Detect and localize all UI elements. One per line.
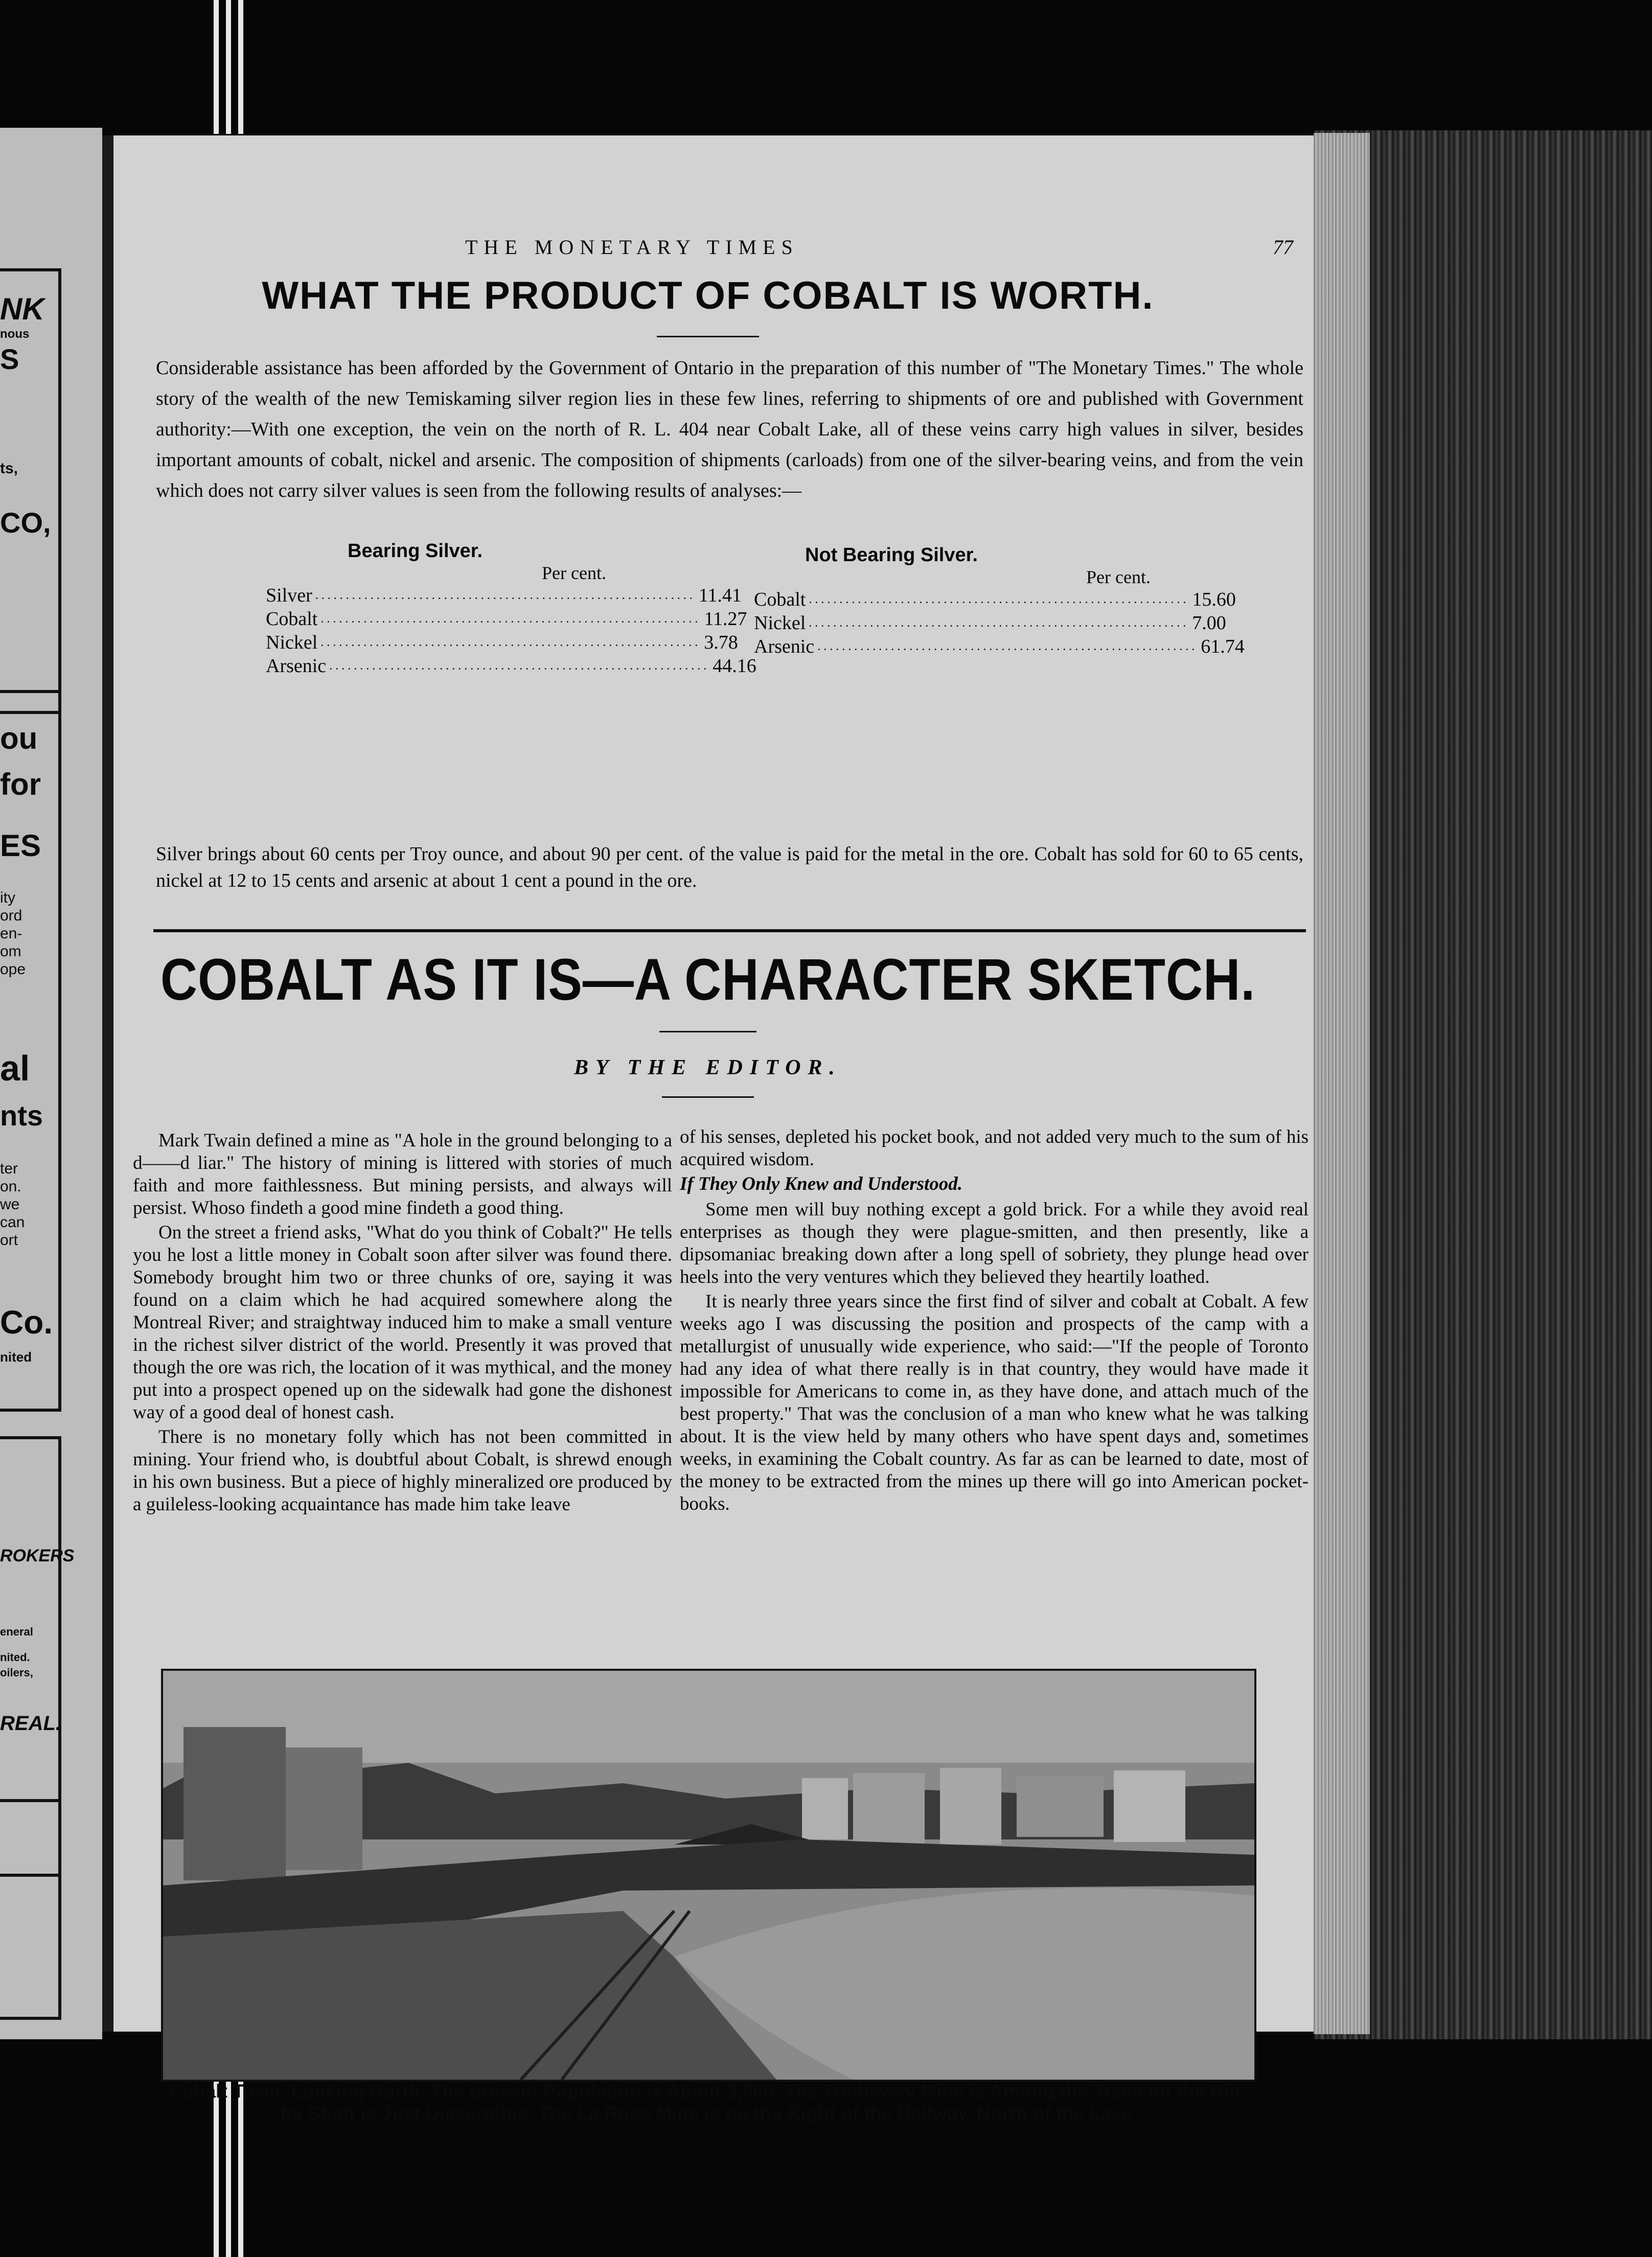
article-paragraph: On the street a friend asks, "What do you think of Cobalt?" He tells you he lost a little money in Cobalt soon after silver was found there. Somebody brought him two or three chunks of ore, saying it was found on a claim which he had acquired somewhere along the Montreal River; and straightway induced him to make a small venture in the richest silver district of the world. Presently it was proved that though the ore was rich, the location of it was mythical, and the money put into a prospect opened up on the sidewalk had gone the dishonest way of a good deal of honest cash. [133,1222,672,1423]
fragment-text: nited. [0,1651,30,1664]
section-divider [153,929,1306,932]
row-value: 15.60 [1192,589,1236,610]
analysis-unit: Per cent. [1086,567,1151,587]
fragment-text: ort [0,1232,18,1249]
fragment-text: ity [0,889,15,906]
fragment-text: ES [0,828,41,863]
article-intro: Considerable assistance has been afforded by the Government of Ontario in the preparation of this number of "The Monetary Times." The whole story of the wealth of the new Temiskaming silver region lies in these few lines, referring to shipments of ore and published with Government authority:—With one exception, the vein on the north of R. L. 404 near Cobalt Lake, all of these veins carry high values in silver, besides important amounts of cobalt, nickel and arsenic. The composition of shipments (carloads) from one of the silver-bearing veins, and from the vein which does not carry silver values is seen from the following results of analyses:— [156,357,1303,501]
page-stack [1314,133,1370,2034]
title-rule [657,336,759,337]
article-subhead: If They Only Knew and Understood. [680,1173,962,1194]
byline-rule [662,1096,754,1098]
fragment-text: eneral [0,1625,33,1638]
fragment-text: Co. [0,1304,53,1341]
row-label: Nickel [266,632,318,653]
fragment-text: ts, [0,460,18,477]
film-hole [238,0,243,134]
newspaper-page [102,135,1314,2124]
fragment-text: on. [0,1178,21,1195]
row-value: 44.16 [713,655,756,677]
article-title: COBALT AS IT IS—A CHARACTER SKETCH. [160,947,1256,1013]
fragment-text: ter [0,1160,18,1177]
page-number: 77 [1273,236,1293,259]
fragment-text: CO, [0,506,51,539]
article-paragraph: There is no monetary folly which has not been committed in mining. Your friend who, is doubtful about Cobalt, is shrewd enough in his own business. But a piece of highly mineralized ore produced by a guileless-looking acquaintance has made him take leave [133,1426,672,1515]
fragment-text: nited [0,1349,32,1365]
running-head: THE MONETARY TIMES [465,236,799,259]
analysis-bearing-silver [266,540,756,678]
analysis-row: Cobalt .............................................................. 15.60 [754,589,1236,610]
analysis-row: Cobalt .............................................................. 11.27 [266,608,747,630]
fragment-text: we [0,1196,20,1213]
article-paragraph: It is nearly three years since the first find of silver and cobalt at Cobalt. A few weeks ago I was discussing the position and prospects of the camp with a metallurgist of unusually wide experience, who said:—"If the people of Toronto had any idea of what there really is in that country, they would have made it impossible for Americans to come in, as they have done, and attach much of the best property." That was the conclusion of a man who knew what he was talking about. It is the view held by many others who have spent days and, sometimes weeks, in examining the Cobalt country. As far as can be learned to date, most of the money to be extracted from the mines up there will go into American pocket-books. [680,1291,1309,1514]
analysis-not-bearing-silver [754,544,1245,658]
article-paragraph: Some men will buy nothing except a gold brick. For a while they avoid real enterprises as though they were plague-smitten, and then presently, like a dipsomaniac breaking down after a long spell of sobriety, they plunge head over heels into the very ventures which they believed they heartily loathed. [680,1199,1309,1287]
fragment-text: oilers, [0,1666,33,1679]
analysis-row: Arsenic .............................................................. 44.16 [266,655,756,677]
row-label: Cobalt [266,608,318,630]
row-value: 11.41 [698,585,742,606]
article-paragraph: Mark Twain defined a mine as "A hole in the ground belonging to a d——d liar." The history of mining is littered with stories of much faith and more faithlessness. But mining persists, and always will persist. Whoso findeth a good mine findeth a good thing. [133,1130,672,1218]
fragment-text: for [0,767,41,801]
title-rule [659,1031,756,1032]
article-column-right [680,1126,1309,1517]
fragment-text: nous [0,327,30,341]
row-value: 11.27 [704,608,747,630]
fragment-text: al [0,1048,30,1088]
fragment-text: nts [0,1099,43,1132]
row-label: Arsenic [266,655,327,677]
film-hole [214,0,219,134]
analysis-heading: Not Bearing Silver. [805,544,978,566]
row-value: 7.00 [1192,612,1226,634]
film-hole [226,0,231,134]
fragment-text: can [0,1214,25,1231]
fragment-text: NK [0,292,44,326]
analysis-row: Silver .............................................................. 11.41 [266,585,742,606]
row-label: Arsenic [754,636,815,657]
fragment-text: ROKERS [0,1546,75,1565]
fragment-text: ord [0,907,22,924]
gutter-shadow [102,135,113,2032]
metal-prices-paragraph: Silver brings about 60 cents per Troy ounce, and about 90 per cent. of the value is paid for the metal in the ore. Cobalt has sold for 60 to 65 cents, nickel at 12 to 15 cents and arsenic at about 1 cent a pound in the ore. [156,843,1303,891]
article-title: WHAT THE PRODUCT OF COBALT IS WORTH. [262,274,1154,317]
analysis-row: Arsenic .............................................................. 61.74 [754,636,1245,657]
fragment-text: S [0,343,19,375]
analysis-heading: Bearing Silver. [348,540,483,562]
ad-box [0,1799,61,2020]
fragment-text: ope [0,961,26,978]
town-photo-illustration [163,1671,1254,2080]
fragment-text: ou [0,721,38,755]
row-label: Silver [266,585,312,606]
adjacent-page-fragment [0,128,102,2039]
row-value: 61.74 [1201,636,1245,657]
article-paragraph-continued: of his senses, depleted his pocket book, and not added very much to the sum of his acquired wisdom. [680,1126,1309,1170]
byline: BY THE EDITOR. [574,1056,842,1079]
analysis-row: Nickel .............................................................. 3.78 [266,632,738,653]
page-header [102,235,1314,261]
row-value: 3.78 [704,632,738,653]
fragment-text: en- [0,925,22,942]
photo-caption: Cobalt Town, Looking North. The present Population is About 3,000. The Trethewey Mine is Among the Trees on the Hill. Its Shaft is Just Discernible. The La Rose Mine is on the Right of the Railway, North of the Lake [168,2081,1245,2124]
row-label: Cobalt [754,589,806,610]
row-label: Nickel [754,612,806,634]
article-column-left [133,1130,672,1518]
analysis-row: Nickel .............................................................. 7.00 [754,612,1226,634]
analysis-unit: Per cent. [542,563,606,583]
fragment-text: om [0,943,21,960]
town-photograph [161,1669,1256,2082]
fragment-text: REAL. [0,1712,61,1735]
